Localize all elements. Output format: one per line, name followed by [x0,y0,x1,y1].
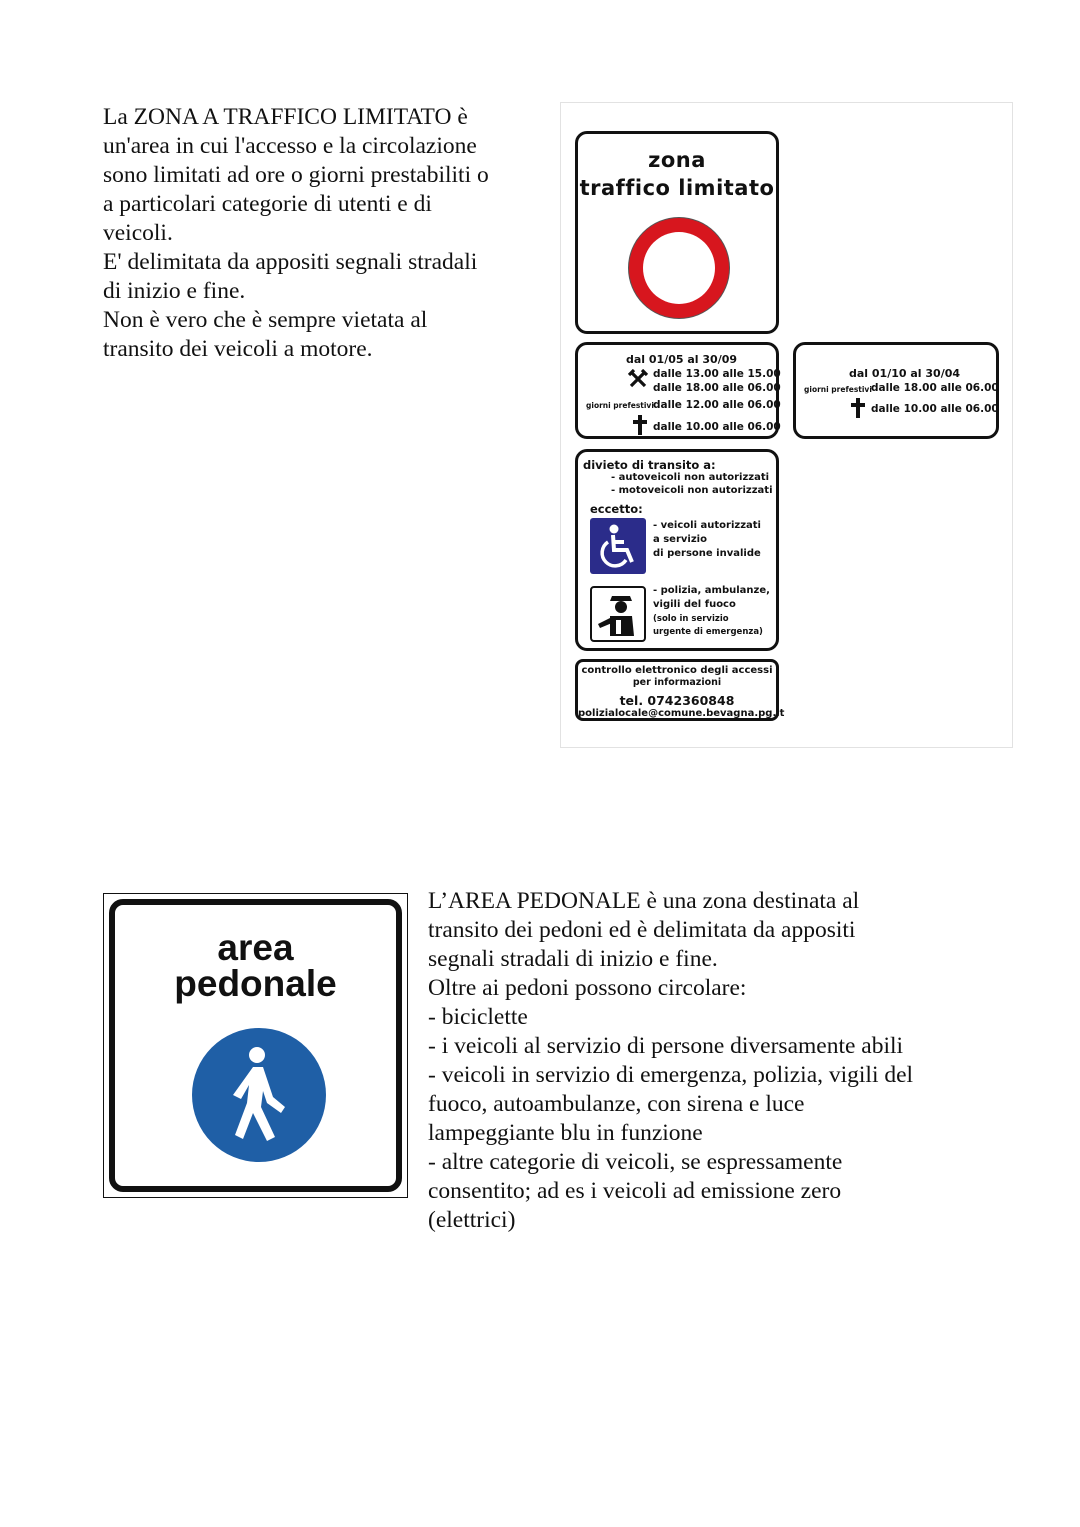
ap-line: fuoco, autoambulanze, con sirena e luce [428,1091,805,1117]
pedestrian-icon [191,1027,327,1163]
schedule-period: dal 01/10 al 30/04 [849,367,961,380]
ap-line: consentito; ad es i veicoli ad emissione zero [428,1178,842,1204]
ap-line: (elettrici) [428,1207,516,1233]
cross-icon [633,415,647,435]
ap-line: - veicoli in servizio di emergenza, polizia, vigili del [428,1062,914,1088]
schedule-summer-panel [575,342,779,439]
ztl-line: veicoli. [103,220,173,246]
area-pedonale-description [428,887,1008,1235]
ztl-sign-title-2: traffico limitato [579,176,775,200]
area-pedonale-sign-image [103,893,408,1198]
transit-item: - motoveicoli non autorizzati [611,485,773,496]
ztl-main-sign [575,131,779,334]
ap-sign-line-1: area [217,927,294,968]
schedule-row: dalle 12.00 alle 06.00 [653,399,781,411]
ztl-line: un'area in cui l'accesso e la circolazione [103,133,477,159]
schedule-row: dalle 10.00 alle 06.00 [653,421,781,433]
schedule-row: dalle 18.00 alle 06.00 [653,382,781,394]
emergency-text: urgente di emergenza) [653,627,763,637]
contact-line: controllo elettronico degli accessi [581,665,773,676]
hammer-pick-icon [628,369,648,389]
prefestivi-label: giorni prefestivi [586,401,654,410]
except-label: eccetto: [590,502,643,516]
ztl-line: Non è vero che è sempre vietata al [103,307,428,333]
ap-line: Oltre ai pedoni possono circolare: [428,975,747,1001]
ztl-line: transito dei veicoli a motore. [103,336,373,362]
ztl-description [103,103,543,364]
ztl-line: E' delimitata da appositi segnali stradali [103,249,478,275]
ap-line: - biciclette [428,1004,528,1030]
emergency-text: - polizia, ambulanze, [653,585,770,596]
disabled-text: a servizio [653,534,707,545]
prefestivi-label: giorni prefestivi [804,385,872,394]
ap-line: - altre categorie di veicoli, se espressamente [428,1149,843,1175]
area-pedonale-sign [109,899,402,1192]
ztl-line: sono limitati ad ore o giorni prestabiliti o [103,162,489,188]
contact-email: polizialocale@comune.bevagna.pg.it [578,708,785,719]
transit-ban-panel [575,449,779,651]
emergency-text: vigili del fuoco [653,599,736,610]
ap-line: - i veicoli al servizio di persone diversamente abili [428,1033,904,1059]
ap-line: lampeggiante blu in funzione [428,1120,703,1146]
disabled-text: di persone invalide [653,548,761,559]
schedule-winter-panel [793,342,999,439]
ap-line: transito dei pedoni ed è delimitata da appositi [428,917,856,943]
ap-line: segnali stradali di inizio e fine. [428,946,718,972]
wheelchair-icon [590,518,646,574]
schedule-row: dalle 18.00 alle 06.00 [871,382,999,394]
schedule-period: dal 01/05 al 30/09 [626,353,738,366]
contact-line: per informazioni [632,677,722,688]
cross-icon [851,398,865,418]
ap-sign-line-2: pedonale [174,963,337,1004]
contact-phone: tel. 0742360848 [619,693,735,708]
no-transit-icon [625,214,733,322]
schedule-row: dalle 13.00 alle 15.00 [653,368,781,380]
contact-panel [575,659,785,721]
emergency-text: (solo in servizio [653,614,729,624]
ztl-line: a particolari categorie di utenti e di [103,191,432,217]
ztl-line: La ZONA A TRAFFICO LIMITATO è [103,104,468,130]
ap-line: L’AREA PEDONALE è una zona destinata al [428,888,860,914]
disabled-text: - veicoli autorizzati [653,520,761,531]
schedule-row: dalle 10.00 alle 06.00 [871,403,999,415]
ztl-line: di inizio e fine. [103,278,246,304]
ztl-sign-image [560,102,1013,748]
transit-item: - autoveicoli non autorizzati [611,472,770,483]
police-officer-icon [590,586,646,642]
ztl-sign-title-1: zona [648,148,706,172]
transit-heading: divieto di transito a: [583,458,716,472]
